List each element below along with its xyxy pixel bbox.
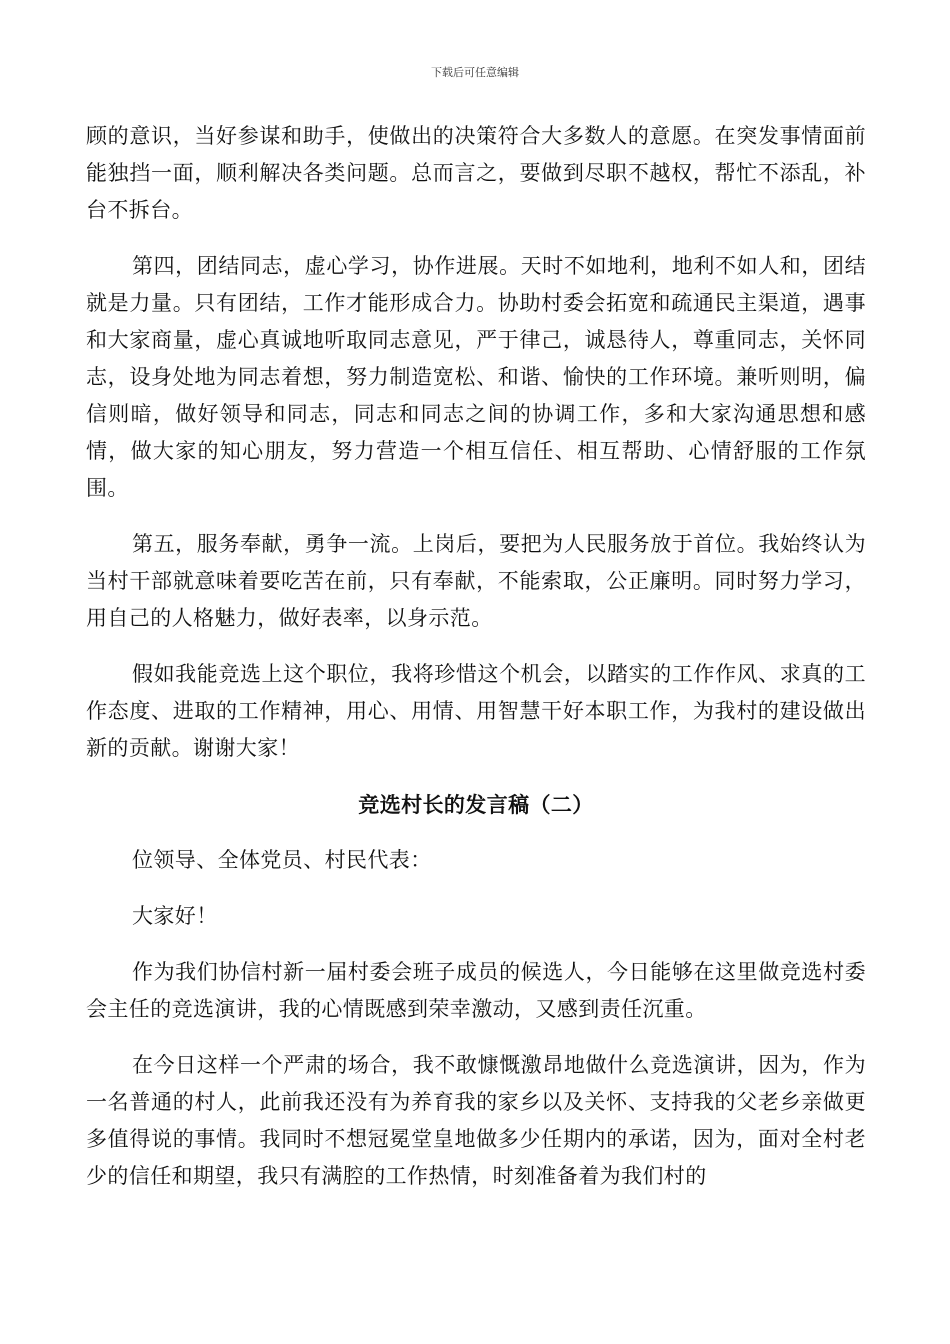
greeting-line: 大家好！ — [132, 904, 218, 928]
paragraph-intro: 作为我们协信村新一届村委会班子成员的候选人，今日能够在这里做竞选村委会主任的竞选演讲，我的心情既感到荣幸激动，又感到责任沉重。 — [86, 960, 866, 1021]
section-title: 竞选村长的发言稿（二） — [358, 792, 594, 817]
page-header-note: 下载后可任意编辑 — [431, 66, 519, 79]
paragraph-service: 第五，服务奉献，勇争一流。上岗后，要把为人民服务放于首位。我始终认为当村干部就意味着要吃苦在前，只有奉献，不能索取，公正廉明。同时努力学习，用自己的人格魅力，做好表率，以身示范。 — [86, 532, 866, 630]
salutation-line: 位领导、全体党员、村民代表： — [132, 848, 432, 872]
paragraph-closing: 假如我能竞选上这个职位，我将珍惜这个机会，以踏实的工作作风、求真的工作态度、进取的工作精神，用心、用情、用智慧干好本职工作，为我村的建设做出新的贡献。谢谢大家！ — [86, 662, 866, 760]
paragraph-unity: 第四，团结同志，虚心学习，协作进展。天时不如地利，地利不如人和，团结就是力量。只有团结，工作才能形成合力。协助村委会拓宽和疏通民主渠道，遇事和大家商量，虚心真诚地听取同志意见，严于律己，诚恳待人，尊重同志，关怀同志，设身处地为同志着想，努力制造宽松、和谐、愉快的工作环境。兼听则明，偏信则暗，做好领导和同志，同志和同志之间的协调工作，多和大家沟通思想和感情，做大家的知心朋友，努力营造一个相互信任、相互帮助、心情舒服的工作氛围。 — [86, 254, 866, 500]
document-body — [86, 118, 866, 1195]
paragraph-body: 在今日这样一个严肃的场合，我不敢慷慨激昂地做什么竞选演讲，因为，作为一名普通的村人，此前我还没有为养育我的家乡以及关怀、支持我的父老乡亲做更多值得说的事情。我同时不想冠冕堂皇地做多少任期内的承诺，因为，面对全村老少的信任和期望，我只有满腔的工作热情，时刻准备着为我们村的 — [86, 1053, 866, 1188]
continuation-paragraph: 顾的意识，当好参谋和助手，使做出的决策符合大多数人的意愿。在突发事情面前能独挡一面，顺利解决各类问题。总而言之，要做到尽职不越权，帮忙不添乱，补台不拆台。 — [86, 124, 866, 222]
